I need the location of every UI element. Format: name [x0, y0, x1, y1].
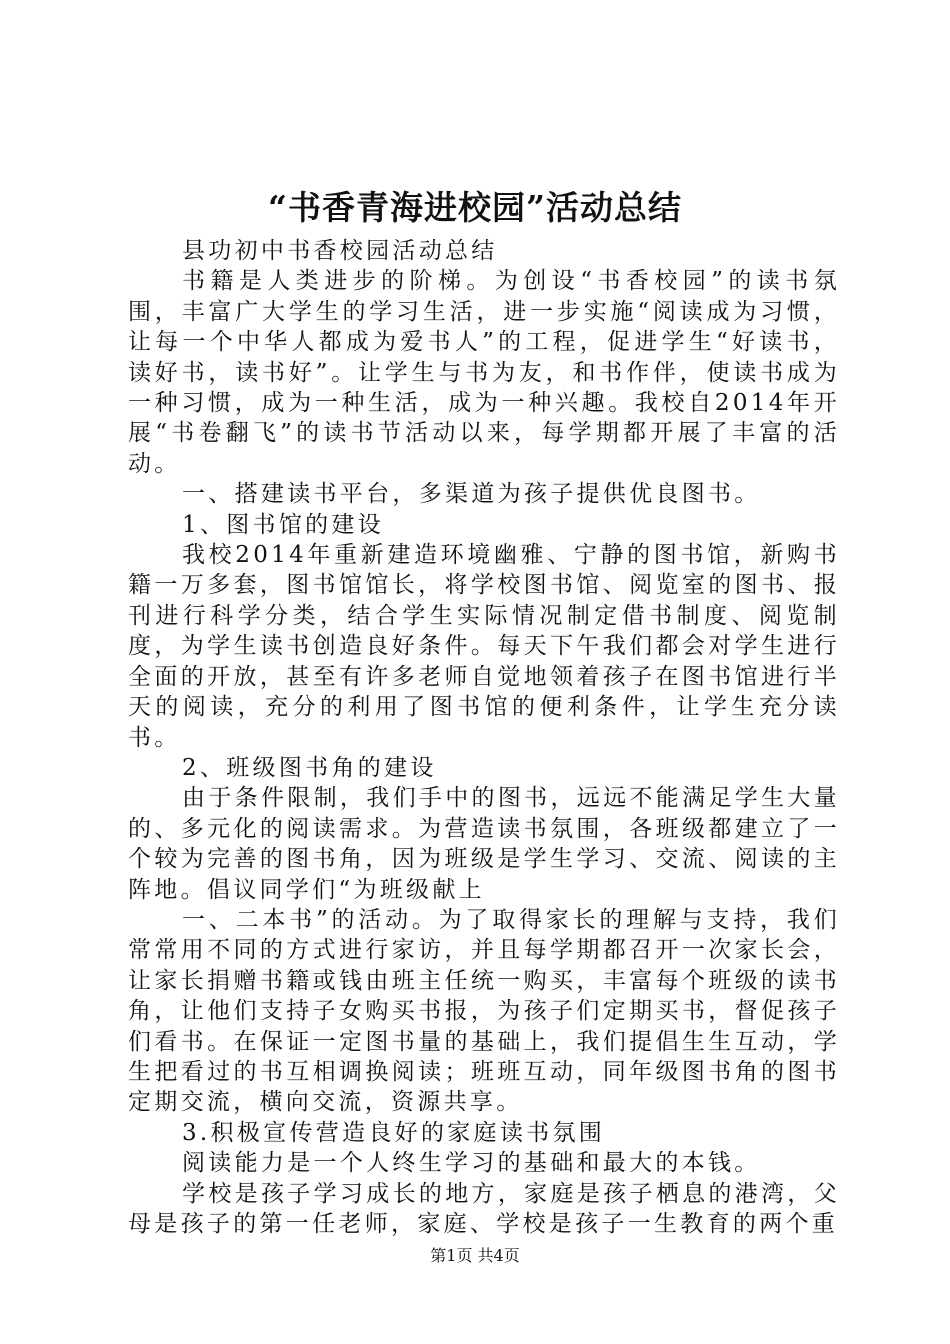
- paragraph-school-family: 学校是孩子学习成长的地方，家庭是孩子栖息的港湾，父母是孩子的第一任老师，家庭、学校是孩子一生教育的两个重: [128, 1180, 840, 1237]
- section-heading-1: 一、搭建读书平台，多渠道为孩子提供优良图书。: [182, 481, 761, 508]
- paragraph-library: 我校2014年重新建造环境幽雅、宁静的图书馆，新购书籍一万多套，图书馆馆长，将学校图书馆、阅览室的图书、报刊进行科学分类，结合学生实际情况制定借书制度、阅览制度，为学生读书创造良好条件。每天下午我们都会对学生进行全面的开放，甚至有许多老师自觉地领着孩子在图书馆进行半天的阅读，充分的利用了图书馆的便利条件，让学生充分读书。: [128, 542, 840, 751]
- subsection-heading-family: 3.积极宣传营造良好的家庭读书氛围: [182, 1119, 606, 1146]
- paragraph-intro: 书籍是人类进步的阶梯。为创设“书香校园”的读书氛围，丰富广大学生的学习生活，进一步实施“阅读成为习惯，让每一个中华人都成为爱书人”的工程，促进学生“好读书，读好书，读书好”。让学生与书为友，和书作伴，使读书成为一种习惯，成为一种生活，成为一种兴趣。我校自2014年开展“书卷翻飞”的读书节活动以来，每学期都开展了丰富的活动。: [128, 268, 840, 477]
- paragraph-subtitle: 县功初中书香校园活动总结: [182, 238, 498, 264]
- subsection-heading-library: 1、图书馆的建设: [182, 511, 385, 538]
- subsection-heading-class-corner: 2、班级图书角的建设: [182, 754, 437, 781]
- paragraph-reading-ability: 阅读能力是一个人终生学习的基础和最大的本钱。: [182, 1150, 761, 1177]
- paragraph-book-donation: 一、二本书”的活动。为了取得家长的理解与支持，我们常常用不同的方式进行家访，并且每学期都召开一次家长会，让家长捐赠书籍或钱由班主任统一购买，丰富每个班级的读书角，让他们支持子女购买书报，为孩子们定期买书，督促孩子们看书。在保证一定图书量的基础上，我们提倡生生互动，学生把看过的书互相调换阅读；班班互动，同年级图书角的图书定期交流，横向交流，资源共享。: [128, 906, 840, 1116]
- document-body: [128, 236, 840, 1239]
- page-footer: 第1页 共4页: [430, 1246, 520, 1265]
- document-title: “书香青海进校园”活动总结: [268, 188, 682, 227]
- paragraph-class-corner: 由于条件限制，我们手中的图书，远远不能满足学生大量的、多元化的阅读需求。为营造读书氛围，各班级都建立了一个较为完善的图书角，因为班级是学生学习、交流、阅读的主阵地。倡议同学们“为班级献上: [128, 785, 840, 903]
